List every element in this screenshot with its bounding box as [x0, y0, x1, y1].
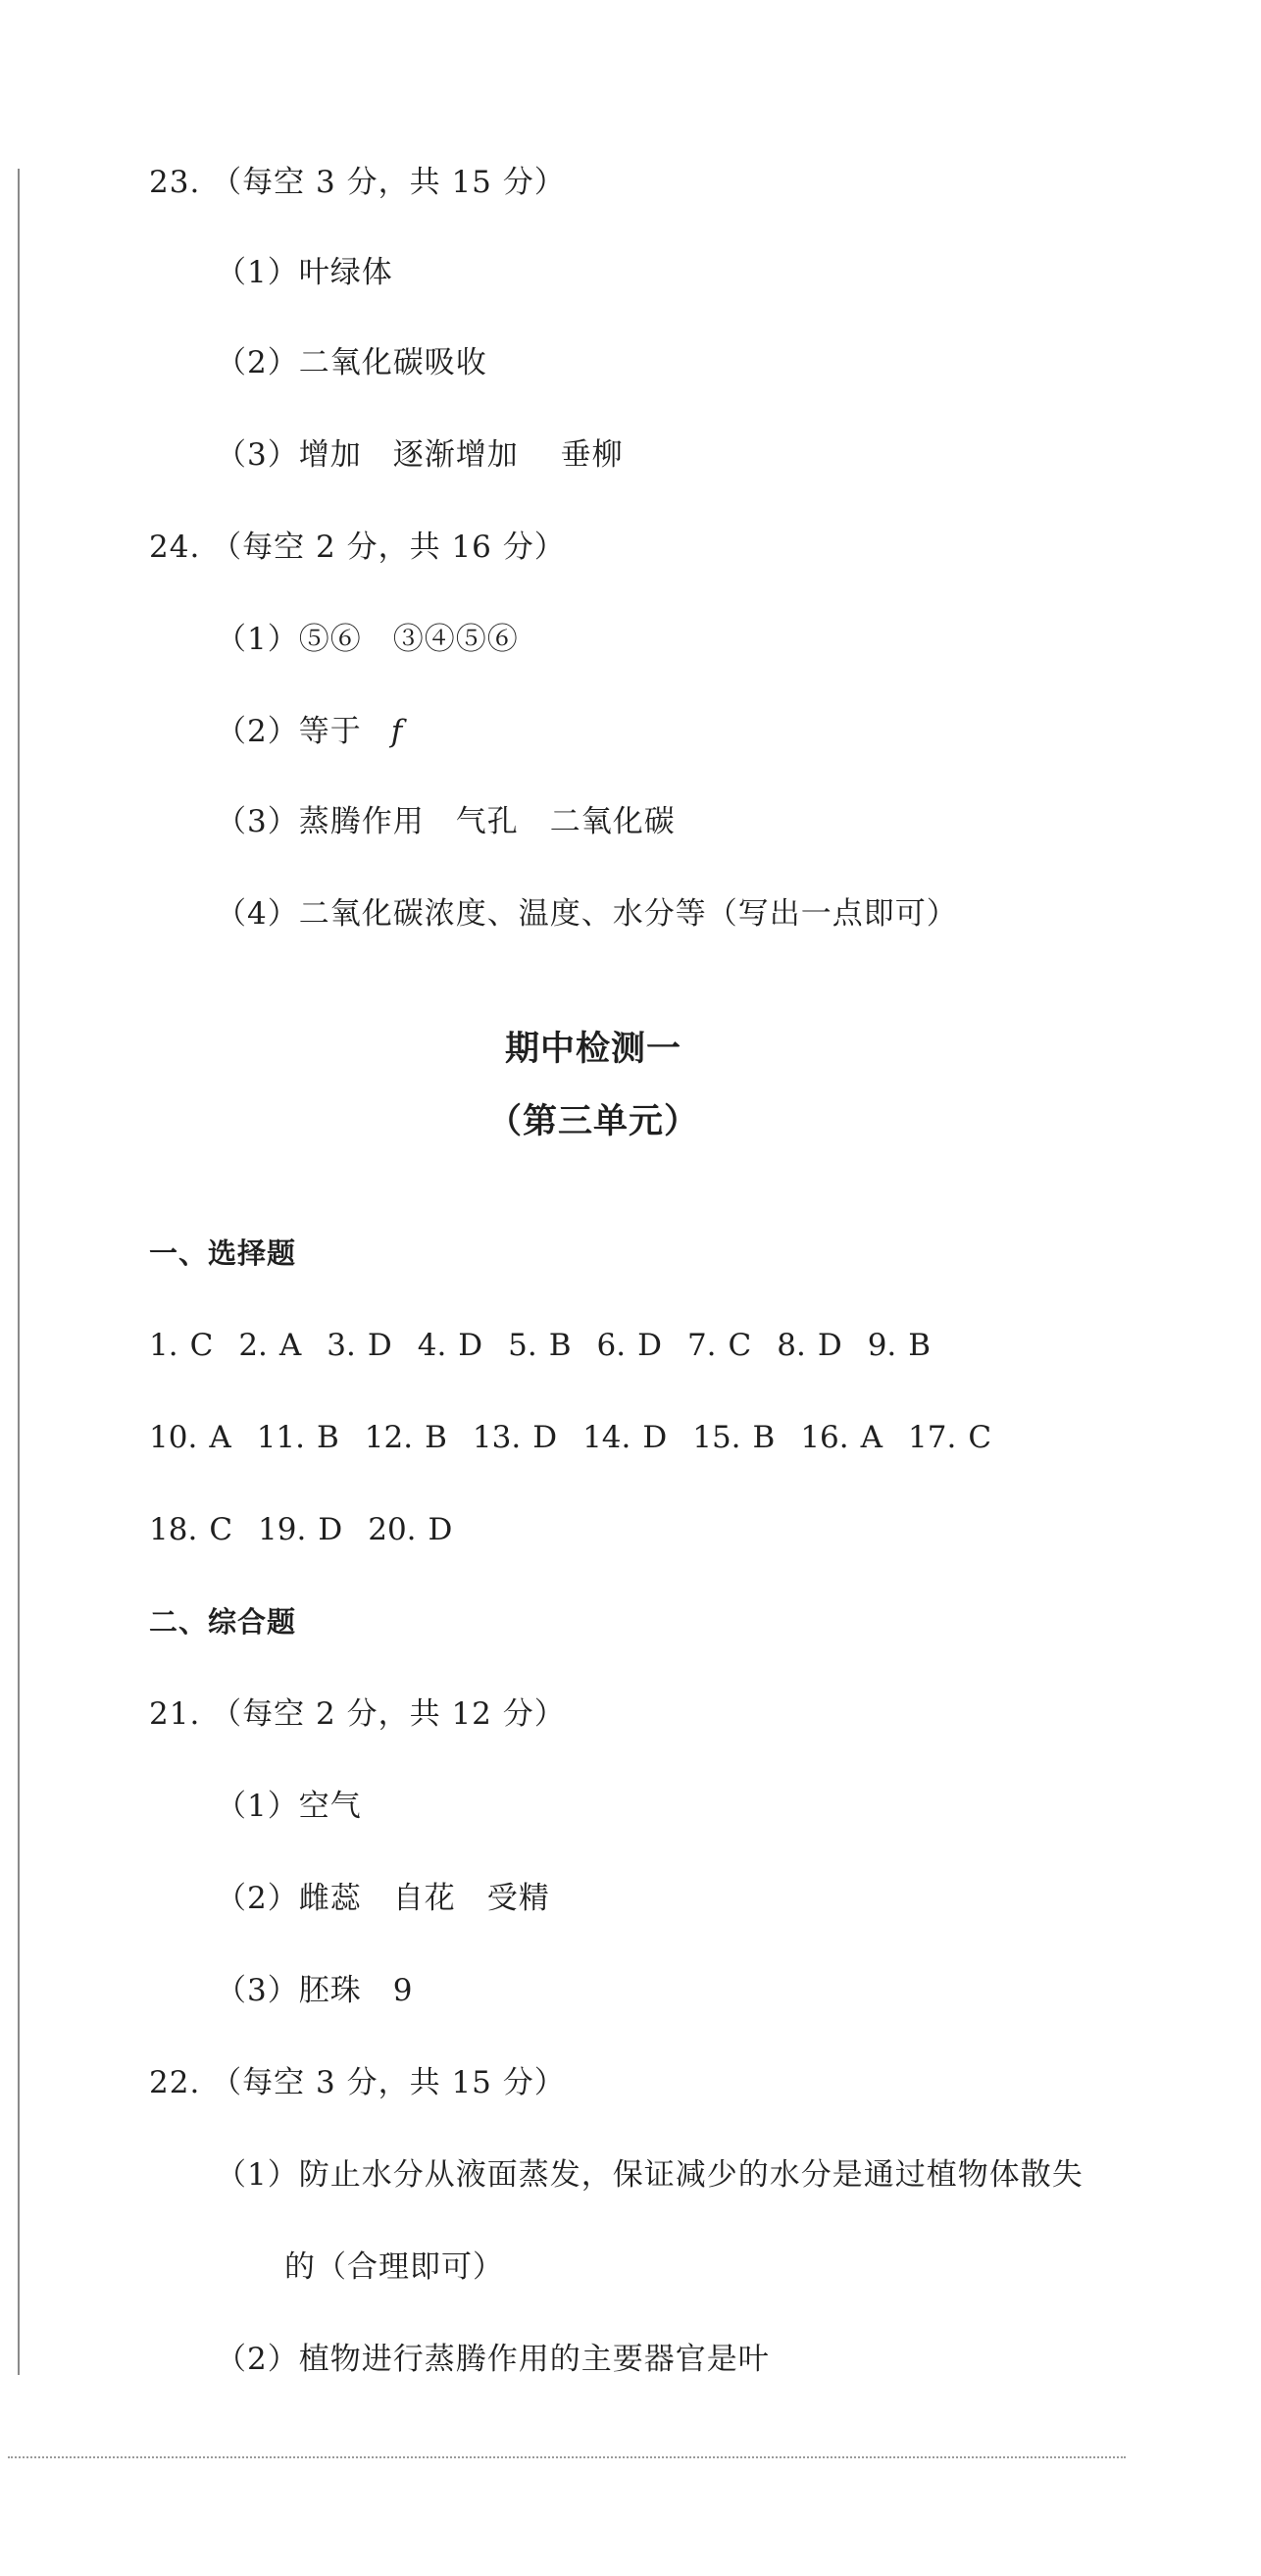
exam-subtitle: （第三单元）: [486, 1102, 699, 1141]
choice-answer-letter: D: [318, 1512, 343, 1547]
exam-title: 期中检测一: [504, 1030, 681, 1069]
choice-question-number: 2.: [238, 1328, 268, 1363]
choice-answer: [692, 1418, 775, 1457]
choice-question-number: 17.: [908, 1420, 957, 1455]
choice-answer: [257, 1418, 339, 1457]
choice-question-number: 1.: [149, 1328, 178, 1363]
choice-question-number: 8.: [777, 1328, 806, 1363]
choice-answer: [258, 1510, 342, 1549]
choice-answer: [149, 1418, 231, 1457]
q24-answer-2-text: （2）等于: [216, 714, 362, 749]
q24-heading: 24. （每空 2 分，共 16 分）: [149, 530, 566, 565]
choice-question-number: 9.: [867, 1328, 897, 1363]
choice-answer-letter: D: [532, 1420, 558, 1455]
choice-answer-letter: B: [425, 1420, 447, 1455]
choice-answer: [582, 1418, 667, 1457]
choice-answer-letter: D: [817, 1328, 842, 1363]
choice-answer: [800, 1418, 883, 1457]
left-margin-rule: [18, 169, 20, 2375]
choice-answer-letter: D: [642, 1420, 668, 1455]
choice-answer-letter: B: [908, 1328, 932, 1363]
choice-question-number: 18.: [149, 1512, 198, 1547]
choice-question-number: 15.: [692, 1420, 741, 1455]
choice-question-number: 12.: [364, 1420, 414, 1455]
choice-question-number: 13.: [472, 1420, 522, 1455]
q22-answer-1: （1）防止水分从液面蒸发，保证减少的水分是通过植物体散失: [216, 2157, 1084, 2193]
focal-length-symbol: f: [390, 714, 404, 749]
choice-answer: [238, 1326, 301, 1365]
choice-question-number: 14.: [582, 1420, 631, 1455]
choice-question-number: 20.: [368, 1512, 417, 1547]
choice-answer: [597, 1326, 662, 1365]
choice-answer-letter: D: [458, 1328, 483, 1363]
choice-question-number: 7.: [686, 1328, 717, 1363]
q21-answer-1: （1）空气: [216, 1789, 362, 1824]
q21-heading: 21. （每空 2 分，共 12 分）: [149, 1696, 566, 1732]
choice-answer-letter: A: [860, 1420, 883, 1455]
choice-answer-row-3: [149, 1510, 478, 1549]
choice-answer: [687, 1326, 751, 1365]
choice-answer: [365, 1418, 447, 1457]
choice-answer: [149, 1326, 213, 1365]
choice-answer: [368, 1510, 452, 1549]
choice-answer-row-2: [149, 1418, 1017, 1457]
choice-answer-letter: C: [189, 1328, 214, 1363]
choice-question-number: 6.: [596, 1328, 627, 1363]
choice-answer: [508, 1326, 571, 1365]
choice-question-number: 10.: [149, 1420, 198, 1455]
choice-answer-letter: B: [548, 1328, 572, 1363]
bottom-dotted-rule: [8, 2456, 1126, 2458]
choice-answer-row-1: [149, 1326, 956, 1365]
choice-answer-letter: A: [209, 1420, 231, 1455]
choice-answer: [777, 1326, 841, 1365]
choice-section-heading: 一、选择题: [149, 1237, 297, 1270]
choice-question-number: 16.: [800, 1420, 849, 1455]
choice-answer-letter: D: [637, 1328, 662, 1363]
q21-answer-3: （3）胚珠 9: [216, 1973, 414, 2008]
choice-answer-letter: C: [209, 1512, 233, 1547]
choice-answer-letter: C: [728, 1328, 752, 1363]
choice-answer: [149, 1510, 232, 1549]
q24-answer-2: [216, 712, 403, 751]
choice-answer: [908, 1418, 991, 1457]
q23-heading: 23. （每空 3 分，共 15 分）: [149, 165, 566, 200]
choice-question-number: 19.: [258, 1512, 307, 1547]
choice-answer: [418, 1326, 482, 1365]
choice-answer-letter: A: [278, 1328, 302, 1363]
q22-answer-1-continued: 的（合理即可）: [284, 2249, 504, 2285]
choice-answer-letter: B: [317, 1420, 339, 1455]
comprehensive-section-heading: 二、综合题: [149, 1605, 297, 1639]
choice-answer: [473, 1418, 557, 1457]
q23-answer-3: （3）增加 逐渐增加 垂柳: [216, 437, 624, 473]
choice-answer: [327, 1326, 391, 1365]
choice-question-number: 3.: [327, 1328, 356, 1363]
q22-heading: 22. （每空 3 分，共 15 分）: [149, 2065, 566, 2100]
choice-question-number: 5.: [508, 1328, 537, 1363]
q23-answer-2: （2）二氧化碳吸收: [216, 345, 487, 380]
choice-answer-letter: D: [428, 1512, 453, 1547]
q22-answer-2: （2）植物进行蒸腾作用的主要器官是叶: [216, 2342, 770, 2377]
q23-answer-1: （1）叶绿体: [216, 255, 393, 290]
q21-answer-2: （2）雌蕊 自花 受精: [216, 1881, 550, 1916]
choice-question-number: 11.: [256, 1420, 306, 1455]
choice-question-number: 4.: [417, 1328, 447, 1363]
q24-answer-3: （3）蒸腾作用 气孔 二氧化碳: [216, 804, 676, 839]
q24-answer-1: （1）⑤⑥ ③④⑤⑥: [216, 622, 519, 657]
choice-answer: [868, 1326, 931, 1365]
choice-answer-letter: D: [367, 1328, 392, 1363]
q24-answer-4: （4）二氧化碳浓度、温度、水分等（写出一点即可）: [216, 896, 958, 932]
choice-answer-letter: C: [968, 1420, 992, 1455]
choice-answer-letter: B: [752, 1420, 776, 1455]
